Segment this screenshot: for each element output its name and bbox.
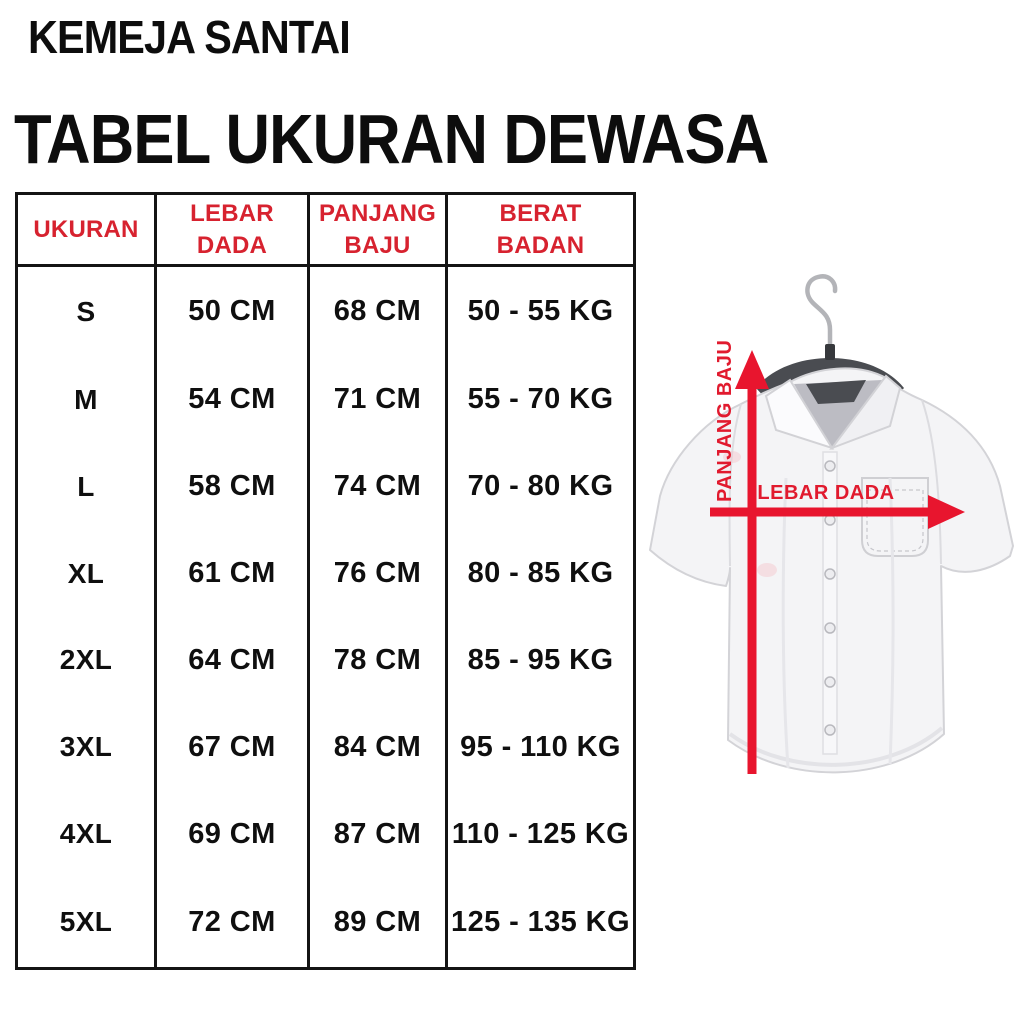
chest-width-cell: 64 CM — [156, 617, 309, 704]
brand-title: KEMEJA SANTAI — [28, 11, 350, 63]
chest-width-cell: 50 CM — [156, 266, 309, 357]
hanger-neck — [825, 344, 835, 360]
table-row — [17, 356, 635, 443]
shirt-length-cell: 74 CM — [309, 443, 447, 530]
size-cell: 2XL — [59, 644, 113, 676]
table-row — [17, 530, 635, 617]
size-cell: 3XL — [59, 731, 113, 763]
table-row — [17, 704, 635, 791]
size-cell: 4XL — [59, 818, 113, 850]
chest-width-cell: 67 CM — [156, 704, 309, 791]
vertical-arrow-head — [735, 350, 769, 389]
table-header-row — [17, 194, 635, 266]
vertical-arrow-line — [748, 382, 757, 774]
chest-width-cell: 61 CM — [156, 530, 309, 617]
shirt-measurement-diagram — [640, 268, 1024, 808]
hanger-hook-icon — [807, 276, 835, 352]
chest-width-cell: 58 CM — [156, 443, 309, 530]
col-header-berat-badan: BERAT BADAN — [447, 194, 635, 266]
col-header-ukuran: UKURAN — [17, 194, 156, 266]
horizontal-arrow-label: LEBAR DADA — [757, 482, 895, 504]
page-title: TABEL UKURAN DEWASA — [14, 100, 769, 178]
vertical-arrow-label: PANJANG BAJU — [714, 339, 736, 502]
shirt-length-cell: 71 CM — [309, 356, 447, 443]
col-header-lebar-dada: LEBAR DADA — [156, 194, 309, 266]
table-row — [17, 443, 635, 530]
shirt-length-cell: 78 CM — [309, 617, 447, 704]
body-weight-cell: 50 - 55 KG — [447, 266, 635, 357]
body-weight-cell: 85 - 95 KG — [447, 617, 635, 704]
pink-smudge-2 — [757, 563, 777, 577]
size-cell: L — [77, 470, 95, 502]
horizontal-arrow-line — [710, 508, 932, 517]
table-row — [17, 791, 635, 878]
table-row — [17, 266, 635, 357]
shirt-length-cell: 68 CM — [309, 266, 447, 357]
table-body — [17, 266, 635, 969]
body-weight-cell: 80 - 85 KG — [447, 530, 635, 617]
body-weight-cell: 55 - 70 KG — [447, 356, 635, 443]
body-weight-cell: 125 - 135 KG — [447, 878, 635, 969]
col-header-panjang-baju: PANJANG BAJU — [309, 194, 447, 266]
shirt-length-cell: 84 CM — [309, 704, 447, 791]
size-cell: 5XL — [59, 906, 113, 938]
body-weight-cell: 95 - 110 KG — [447, 704, 635, 791]
body-weight-cell: 110 - 125 KG — [447, 791, 635, 878]
shirt-length-cell: 76 CM — [309, 530, 447, 617]
shirt-length-cell: 87 CM — [309, 791, 447, 878]
chest-width-cell: 72 CM — [156, 878, 309, 969]
size-cell: M — [74, 383, 98, 415]
chest-width-cell: 54 CM — [156, 356, 309, 443]
table-row — [17, 617, 635, 704]
shirt-length-cell: 89 CM — [309, 878, 447, 969]
size-table — [15, 192, 636, 970]
chest-width-cell: 69 CM — [156, 791, 309, 878]
table-row — [17, 878, 635, 969]
size-cell: S — [76, 295, 96, 327]
size-cell: XL — [67, 557, 105, 589]
body-weight-cell: 70 - 80 KG — [447, 443, 635, 530]
